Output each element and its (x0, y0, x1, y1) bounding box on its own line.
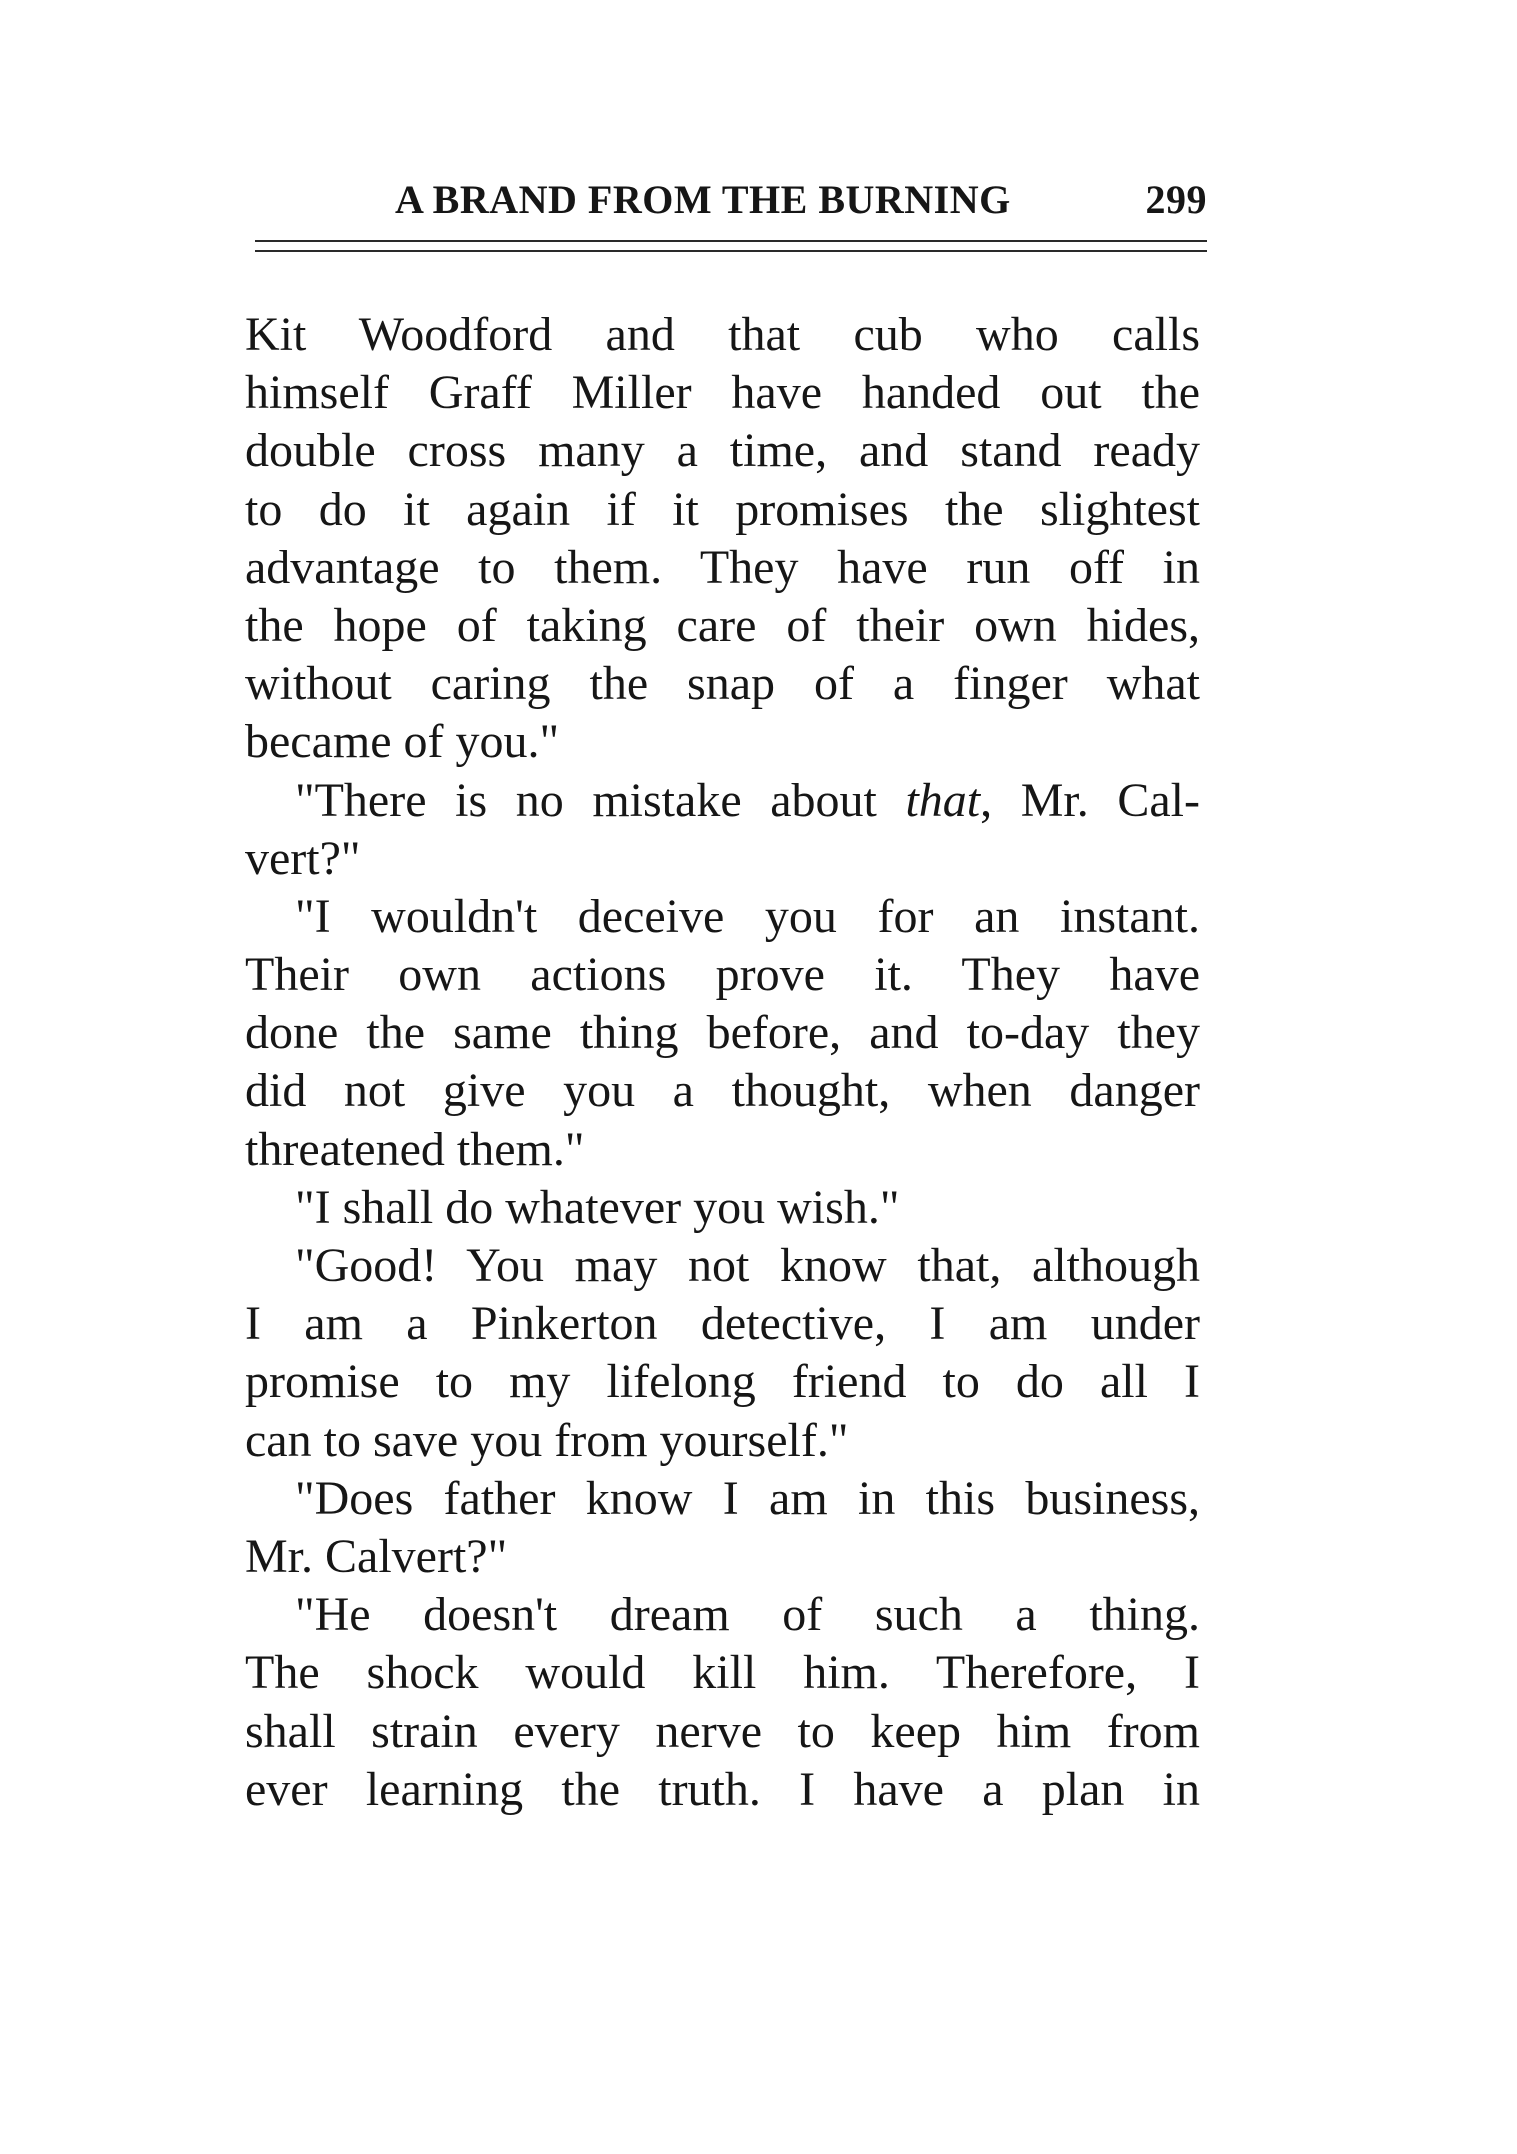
header-rule-bottom (255, 250, 1207, 252)
text-line: himself Graff Miller have handed out the (245, 366, 1200, 420)
emphasis: that (905, 773, 981, 827)
header-rule-top (255, 240, 1207, 242)
text-line: vert?" (245, 831, 361, 885)
running-title: A BRAND FROM THE BURNING (395, 177, 1011, 222)
text-line: done the same thing before, and to-day they (245, 1006, 1200, 1060)
text-line: "He doesn't dream of such a thing. (295, 1588, 1200, 1642)
text-line: "I shall do whatever you wish." (295, 1180, 900, 1234)
text-line: became of you." (245, 715, 560, 769)
text-line: double cross many a time, and stand ready (245, 424, 1200, 478)
text-line: "I wouldn't deceive you for an instant. (295, 889, 1200, 943)
page-number: 299 (1145, 177, 1207, 222)
text-line: ever learning the truth. I have a plan in (245, 1762, 1200, 1816)
text-line: Their own actions prove it. They have (245, 948, 1200, 1002)
text-line: advantage to them. They have run off in (245, 540, 1200, 594)
text-line: shall strain every nerve to keep him from (245, 1704, 1200, 1758)
text-line: Mr. Calvert?" (245, 1529, 508, 1583)
text-line: Kit Woodford and that cub who calls (245, 308, 1200, 361)
text-line: threatened them." (245, 1122, 585, 1176)
text-line: did not give you a thought, when danger (245, 1064, 1200, 1118)
text-line: "Does father know I am in this business, (295, 1471, 1200, 1525)
body-text (245, 306, 1200, 1819)
text-line: can to save you from yourself." (245, 1413, 849, 1467)
text-line: I am a Pinkerton detective, I am under (245, 1297, 1200, 1351)
text-line: "Good! You may not know that, although (295, 1239, 1200, 1292)
text-line: without caring the snap of a finger what (245, 657, 1200, 711)
running-head (395, 170, 1207, 230)
text-line: the hope of taking care of their own hides, (245, 598, 1200, 652)
text-line: The shock would kill him. Therefore, I (245, 1646, 1200, 1700)
text-line: "There is no mistake about that, Mr. Cal- (295, 773, 1200, 827)
text-line: to do it again if it promises the slightest (245, 482, 1200, 536)
text-line: promise to my lifelong friend to do all I (245, 1355, 1200, 1409)
